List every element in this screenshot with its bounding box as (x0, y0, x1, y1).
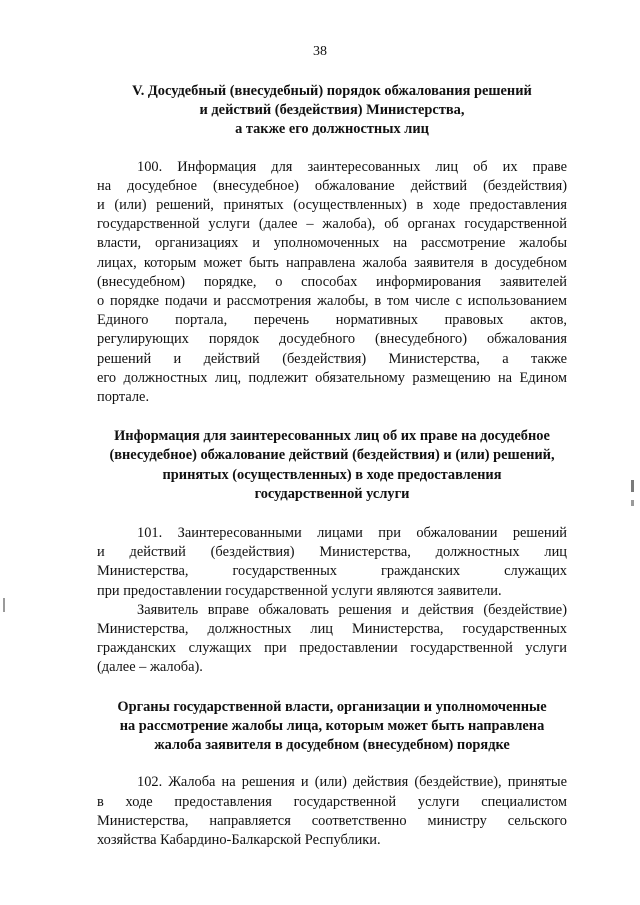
paragraph-101-continued (97, 601, 567, 678)
paragraph-line: регулирующих порядок досудебного (внесудебного) обжалования (97, 331, 567, 348)
document-body (97, 82, 567, 850)
scan-mark (631, 500, 634, 506)
paragraph-line: Заявитель вправе обжаловать решения и действия (бездействие) (137, 601, 567, 618)
heading-line: государственной услуги (254, 485, 410, 502)
heading-line: жалоба заявителя в досудебном (внесудебном) порядке (154, 737, 510, 754)
information-heading (97, 427, 567, 504)
heading-line: Информация для заинтересованных лиц об их праве на досудебное (114, 428, 550, 445)
paragraph-line: его должностных лиц, подлежит обязательному размещению на Едином (97, 369, 567, 386)
paragraph-line: портале. (97, 389, 150, 406)
section-v-heading (97, 82, 567, 140)
paragraph-line: Министерства, должностных лиц Министерства, государственных (97, 621, 567, 638)
paragraph-101 (97, 524, 567, 601)
paragraph-line: 100. Информация для заинтересованных лиц об их праве (137, 158, 567, 175)
paragraph-line: власти, организациях и уполномоченных на рассмотрение жалобы (97, 235, 567, 252)
paragraph-line: и (или) решений, принятых (осуществленных) в ходе предоставления (97, 197, 567, 214)
paragraph-line: при предоставлении государственной услуги являются заявители. (97, 582, 502, 599)
paragraph-line: государственной услуги (далее – жалоба), об органах государственной (97, 216, 567, 233)
paragraph-102 (97, 773, 567, 850)
scan-mark (3, 598, 5, 612)
heading-line: на рассмотрение жалобы лица, которым может быть направлена (119, 717, 545, 734)
heading-line: и действий (бездействия) Министерства, (199, 102, 465, 119)
paragraph-line: о порядке подачи и рассмотрения жалобы, в том числе с использованием (97, 293, 567, 310)
paragraph-line: и действий (бездействия) Министерства, должностных лиц (97, 544, 567, 561)
paragraph-line: решений и действий (бездействия) Министерства, а также (97, 350, 567, 367)
paragraph-line: (внесудебном) порядке, о способах информирования заявителей (97, 273, 567, 290)
heading-line: V. Досудебный (внесудебный) порядок обжалования решений (132, 83, 532, 99)
page-number: 38 (313, 44, 327, 59)
paragraph-line: Единого портала, перечень нормативных правовых актов, (97, 312, 567, 329)
heading-line: принятых (осуществленных) в ходе предоставления (162, 466, 502, 483)
paragraph-line: в ходе предоставления государственной услуги специалистом (97, 793, 567, 810)
paragraph-line: на досудебное (внесудебное) обжалование действий (бездействия) (97, 177, 567, 194)
paragraph-line: гражданских служащих при предоставлении государственной услуги (97, 640, 567, 657)
heading-line: а также его должностных лиц (235, 121, 429, 138)
scan-mark (631, 480, 634, 492)
paragraph-line: Министерства, государственных гражданских служащих (97, 563, 567, 580)
paragraph-line: (далее – жалоба). (97, 659, 203, 676)
paragraph-line: 101. Заинтересованными лицами при обжаловании решений (137, 525, 567, 542)
paragraph-line: лицах, которым может быть направлена жалоба заявителя в досудебном (97, 254, 567, 271)
paragraph-line: хозяйства Кабардино-Балкарской Республики. (97, 831, 381, 848)
organs-heading (97, 698, 567, 756)
heading-line: (внесудебное) обжалование действий (бездействия) и (или) решений, (109, 447, 555, 464)
heading-line: Органы государственной власти, организации и уполномоченные (117, 698, 547, 715)
paragraph-100 (97, 158, 567, 408)
paragraph-line: 102. Жалоба на решения и (или) действия (бездействие), принятые (137, 774, 567, 791)
paragraph-line: Министерства, направляется соответственно министру сельского (97, 812, 567, 829)
